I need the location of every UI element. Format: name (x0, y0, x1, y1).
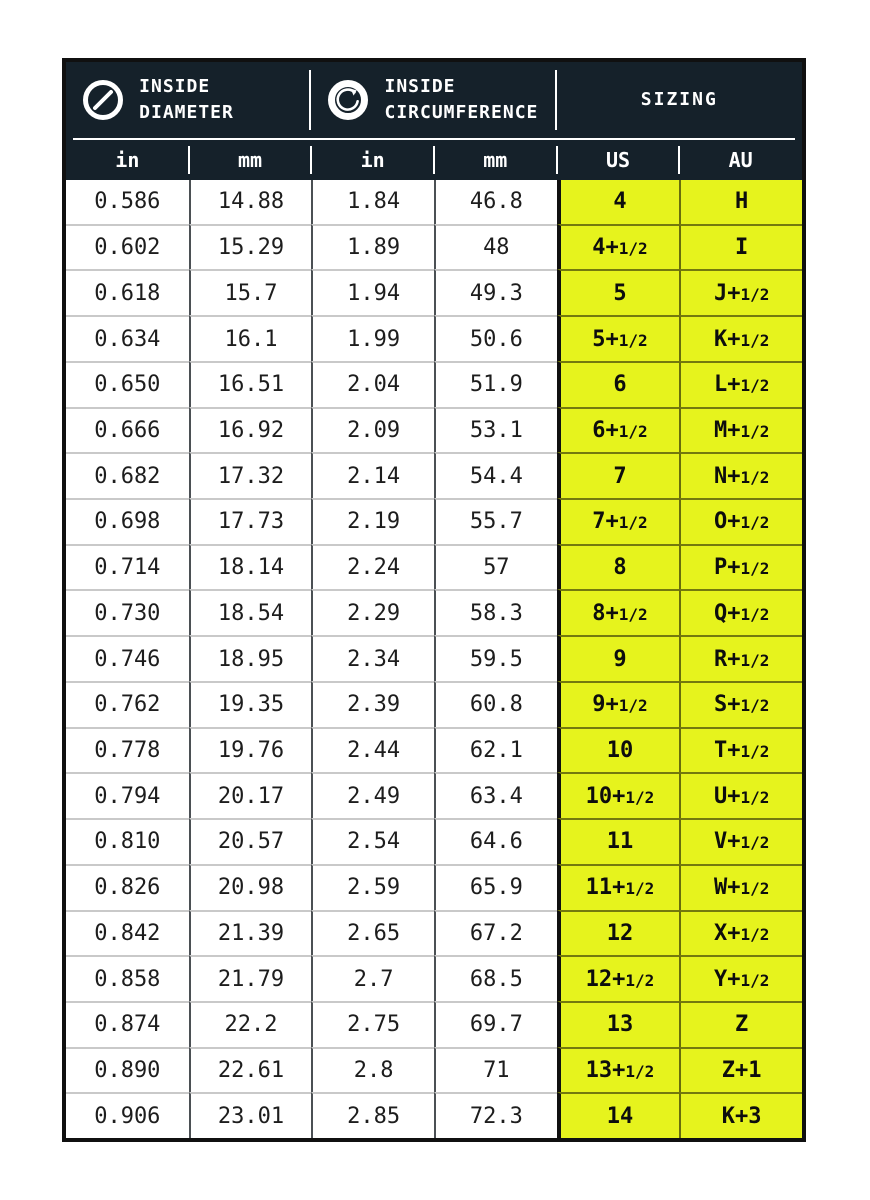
cell-size-us: 5 (557, 269, 680, 315)
cell-circumference-in: 1.99 (311, 315, 434, 361)
cell-circumference-mm: 48 (434, 224, 557, 270)
cell-size-au: Z+1 (679, 1047, 802, 1093)
cell-diameter-in: 0.634 (66, 315, 189, 361)
cell-size-au: V+1/2 (679, 818, 802, 864)
cell-size-us: 5+1/2 (557, 315, 680, 361)
cell-diameter-mm: 22.61 (189, 1047, 312, 1093)
cell-diameter-mm: 20.17 (189, 772, 312, 818)
cell-circumference-mm: 64.6 (434, 818, 557, 864)
cell-circumference-in: 2.34 (311, 635, 434, 681)
subheader-us: US (557, 140, 680, 180)
header-group-row (66, 62, 802, 138)
cell-size-au: N+1/2 (679, 452, 802, 498)
subheader-circumference-in: in (311, 140, 434, 180)
header-inside-diameter-label: INSIDE DIAMETER (139, 75, 234, 123)
cell-diameter-in: 0.730 (66, 589, 189, 635)
cell-diameter-mm: 20.57 (189, 818, 312, 864)
table-row (66, 452, 802, 498)
cell-size-au: Z (679, 1001, 802, 1047)
cell-diameter-in: 0.810 (66, 818, 189, 864)
cell-diameter-in: 0.858 (66, 955, 189, 1001)
header-inside-circumference (311, 62, 556, 138)
cell-size-au: S+1/2 (679, 681, 802, 727)
cell-diameter-mm: 15.29 (189, 224, 312, 270)
cell-diameter-in: 0.906 (66, 1092, 189, 1138)
header-inside-circumference-label: INSIDE CIRCUMFERENCE (384, 75, 539, 123)
cell-circumference-mm: 67.2 (434, 910, 557, 956)
cell-diameter-in: 0.698 (66, 498, 189, 544)
cell-circumference-mm: 57 (434, 544, 557, 590)
cell-circumference-in: 2.24 (311, 544, 434, 590)
cell-diameter-in: 0.874 (66, 1001, 189, 1047)
cell-diameter-mm: 19.76 (189, 727, 312, 773)
cell-circumference-in: 2.65 (311, 910, 434, 956)
cell-diameter-mm: 18.14 (189, 544, 312, 590)
subheader-row (66, 140, 802, 180)
cell-diameter-in: 0.666 (66, 407, 189, 453)
cell-size-us: 10 (557, 727, 680, 773)
cell-size-au: I (679, 224, 802, 270)
cell-size-au: T+1/2 (679, 727, 802, 773)
cell-size-au: Y+1/2 (679, 955, 802, 1001)
cell-diameter-in: 0.586 (66, 180, 189, 224)
table-row (66, 315, 802, 361)
table-row (66, 772, 802, 818)
cell-circumference-in: 1.84 (311, 180, 434, 224)
cell-circumference-mm: 71 (434, 1047, 557, 1093)
header-sizing (557, 62, 802, 138)
table-row (66, 361, 802, 407)
cell-circumference-in: 1.89 (311, 224, 434, 270)
cell-diameter-in: 0.762 (66, 681, 189, 727)
table-row (66, 681, 802, 727)
cell-circumference-mm: 51.9 (434, 361, 557, 407)
cell-size-au: W+1/2 (679, 864, 802, 910)
cell-diameter-in: 0.826 (66, 864, 189, 910)
cell-diameter-mm: 16.1 (189, 315, 312, 361)
subheader-au: AU (728, 148, 753, 172)
cell-size-au: P+1/2 (679, 544, 802, 590)
cell-circumference-in: 2.09 (311, 407, 434, 453)
cell-diameter-in: 0.778 (66, 727, 189, 773)
cell-size-au: K+3 (679, 1092, 802, 1138)
table-row (66, 1047, 802, 1093)
cell-size-au: X+1/2 (679, 910, 802, 956)
cell-size-au: Q+1/2 (679, 589, 802, 635)
cell-diameter-mm: 21.39 (189, 910, 312, 956)
cell-circumference-in: 2.04 (311, 361, 434, 407)
cell-diameter-mm: 16.92 (189, 407, 312, 453)
cell-size-us: 7+1/2 (557, 498, 680, 544)
ring-sizing-table (62, 58, 806, 1142)
cell-diameter-in: 0.602 (66, 224, 189, 270)
cell-circumference-mm: 50.6 (434, 315, 557, 361)
cell-size-au: O+1/2 (679, 498, 802, 544)
cell-size-au: R+1/2 (679, 635, 802, 681)
diameter-icon (80, 77, 126, 123)
cell-size-au: L+1/2 (679, 361, 802, 407)
cell-diameter-mm: 22.2 (189, 1001, 312, 1047)
cell-diameter-mm: 20.98 (189, 864, 312, 910)
cell-size-au: K+1/2 (679, 315, 802, 361)
cell-diameter-in: 0.842 (66, 910, 189, 956)
cell-size-us: 10+1/2 (557, 772, 680, 818)
cell-diameter-in: 0.746 (66, 635, 189, 681)
cell-size-us: 13+1/2 (557, 1047, 680, 1093)
table-row (66, 544, 802, 590)
table-row (66, 224, 802, 270)
subheader-diameter-mm: mm (189, 140, 312, 180)
cell-diameter-in: 0.650 (66, 361, 189, 407)
table-row (66, 269, 802, 315)
cell-size-us: 6+1/2 (557, 407, 680, 453)
cell-diameter-mm: 16.51 (189, 361, 312, 407)
cell-circumference-mm: 58.3 (434, 589, 557, 635)
table-body (66, 180, 802, 1138)
cell-circumference-mm: 60.8 (434, 681, 557, 727)
cell-size-us: 11 (557, 818, 680, 864)
cell-circumference-mm: 46.8 (434, 180, 557, 224)
subheader-diameter-in: in (66, 140, 189, 180)
cell-circumference-mm: 59.5 (434, 635, 557, 681)
table-row (66, 1092, 802, 1138)
cell-size-us: 12 (557, 910, 680, 956)
cell-circumference-mm: 55.7 (434, 498, 557, 544)
cell-circumference-mm: 49.3 (434, 269, 557, 315)
cell-diameter-in: 0.618 (66, 269, 189, 315)
cell-size-us: 4+1/2 (557, 224, 680, 270)
table-header (66, 62, 802, 180)
cell-circumference-in: 2.29 (311, 589, 434, 635)
cell-circumference-in: 2.54 (311, 818, 434, 864)
subheader-circumference-mm: mm (434, 140, 557, 180)
cell-size-us: 9+1/2 (557, 681, 680, 727)
cell-circumference-mm: 68.5 (434, 955, 557, 1001)
cell-diameter-in: 0.794 (66, 772, 189, 818)
cell-size-us: 11+1/2 (557, 864, 680, 910)
cell-diameter-mm: 17.73 (189, 498, 312, 544)
circumference-icon (325, 77, 371, 123)
table-row (66, 910, 802, 956)
cell-circumference-in: 2.7 (311, 955, 434, 1001)
table-row (66, 818, 802, 864)
cell-circumference-in: 2.59 (311, 864, 434, 910)
cell-diameter-in: 0.682 (66, 452, 189, 498)
cell-circumference-in: 2.44 (311, 727, 434, 773)
cell-size-us: 8+1/2 (557, 589, 680, 635)
cell-diameter-mm: 17.32 (189, 452, 312, 498)
cell-circumference-mm: 53.1 (434, 407, 557, 453)
cell-size-us: 7 (557, 452, 680, 498)
cell-circumference-mm: 62.1 (434, 727, 557, 773)
cell-size-au: H (679, 180, 802, 224)
cell-size-us: 8 (557, 544, 680, 590)
cell-diameter-in: 0.714 (66, 544, 189, 590)
cell-diameter-mm: 14.88 (189, 180, 312, 224)
table-row (66, 407, 802, 453)
cell-circumference-in: 2.85 (311, 1092, 434, 1138)
cell-size-us: 4 (557, 180, 680, 224)
cell-circumference-mm: 72.3 (434, 1092, 557, 1138)
cell-circumference-mm: 63.4 (434, 772, 557, 818)
cell-size-au: U+1/2 (679, 772, 802, 818)
cell-diameter-mm: 18.95 (189, 635, 312, 681)
cell-size-us: 14 (557, 1092, 680, 1138)
table-row (66, 864, 802, 910)
cell-circumference-in: 2.8 (311, 1047, 434, 1093)
cell-diameter-mm: 15.7 (189, 269, 312, 315)
table-row (66, 635, 802, 681)
cell-circumference-in: 1.94 (311, 269, 434, 315)
table-row (66, 727, 802, 773)
cell-size-us: 9 (557, 635, 680, 681)
cell-diameter-mm: 23.01 (189, 1092, 312, 1138)
table-row (66, 1001, 802, 1047)
table-row (66, 180, 802, 224)
cell-circumference-mm: 65.9 (434, 864, 557, 910)
header-inside-diameter (66, 62, 311, 138)
cell-size-us: 12+1/2 (557, 955, 680, 1001)
cell-diameter-mm: 19.35 (189, 681, 312, 727)
cell-circumference-mm: 69.7 (434, 1001, 557, 1047)
cell-diameter-in: 0.890 (66, 1047, 189, 1093)
header-sizing-label: SIZING (640, 88, 718, 110)
cell-circumference-in: 2.19 (311, 498, 434, 544)
table-row (66, 498, 802, 544)
cell-size-au: M+1/2 (679, 407, 802, 453)
cell-size-us: 6 (557, 361, 680, 407)
cell-circumference-mm: 54.4 (434, 452, 557, 498)
cell-circumference-in: 2.49 (311, 772, 434, 818)
cell-circumference-in: 2.75 (311, 1001, 434, 1047)
cell-diameter-mm: 18.54 (189, 589, 312, 635)
table-row (66, 955, 802, 1001)
cell-size-au: J+1/2 (679, 269, 802, 315)
cell-circumference-in: 2.39 (311, 681, 434, 727)
cell-diameter-mm: 21.79 (189, 955, 312, 1001)
cell-size-us: 13 (557, 1001, 680, 1047)
table-row (66, 589, 802, 635)
cell-circumference-in: 2.14 (311, 452, 434, 498)
